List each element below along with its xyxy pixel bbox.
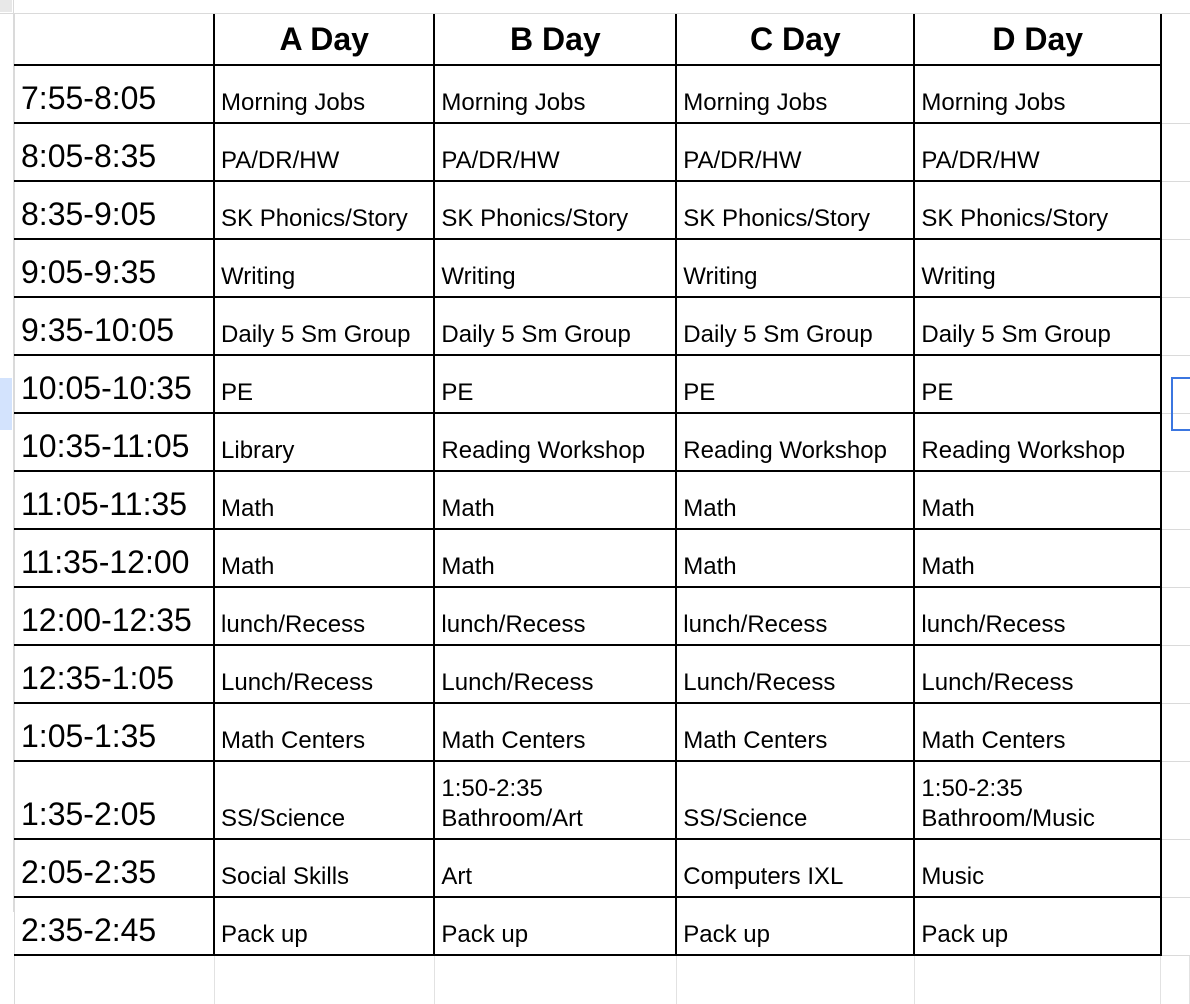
activity-cell[interactable]: Pack up	[676, 897, 914, 955]
table-row	[15, 839, 1190, 897]
empty-row	[15, 955, 1190, 1004]
table-row	[15, 181, 1190, 239]
activity-cell[interactable]: Social Skills	[214, 839, 434, 897]
activity-cell[interactable]: Reading Workshop	[434, 413, 676, 471]
table-row	[15, 239, 1190, 297]
activity-cell[interactable]: PA/DR/HW	[676, 123, 914, 181]
empty-cell[interactable]	[1161, 123, 1190, 181]
empty-cell[interactable]	[1161, 471, 1190, 529]
activity-cell[interactable]: Math	[434, 529, 676, 587]
activity-cell[interactable]: Lunch/Recess	[214, 645, 434, 703]
activity-cell[interactable]: Library	[214, 413, 434, 471]
activity-cell[interactable]: SK Phonics/Story	[914, 181, 1161, 239]
table-row	[15, 65, 1190, 123]
table-row	[15, 355, 1190, 413]
time-cell[interactable]: 12:35-1:05	[15, 645, 215, 703]
activity-cell[interactable]: Math Centers	[214, 703, 434, 761]
activity-cell[interactable]: Math	[914, 529, 1161, 587]
time-cell[interactable]: 10:35-11:05	[15, 413, 215, 471]
activity-cell[interactable]: Morning Jobs	[914, 65, 1161, 123]
activity-cell[interactable]: PE	[676, 355, 914, 413]
activity-cell[interactable]: Daily 5 Sm Group	[214, 297, 434, 355]
activity-cell[interactable]: Reading Workshop	[676, 413, 914, 471]
activity-cell[interactable]: 1:50-2:35 Bathroom/Music	[914, 761, 1161, 839]
time-cell[interactable]: 8:05-8:35	[15, 123, 215, 181]
empty-cell[interactable]	[1161, 839, 1190, 897]
corner-header-cell[interactable]	[15, 14, 215, 65]
empty-cell[interactable]	[1161, 14, 1190, 65]
empty-cell[interactable]	[676, 955, 914, 1004]
time-cell[interactable]: 2:05-2:35	[15, 839, 215, 897]
empty-cell[interactable]	[1161, 897, 1190, 955]
table-row	[15, 897, 1190, 955]
activity-cell[interactable]: Morning Jobs	[214, 65, 434, 123]
time-cell[interactable]: 12:00-12:35	[15, 587, 215, 645]
select-all-corner[interactable]	[0, 0, 12, 12]
table-row	[15, 529, 1190, 587]
activity-cell[interactable]: SS/Science	[676, 761, 914, 839]
activity-cell[interactable]: lunch/Recess	[914, 587, 1161, 645]
activity-cell[interactable]: SK Phonics/Story	[214, 181, 434, 239]
empty-cell[interactable]	[1161, 587, 1190, 645]
day-header-cell[interactable]: B Day	[434, 14, 676, 65]
activity-cell[interactable]: PE	[914, 355, 1161, 413]
schedule-table	[14, 14, 1190, 1004]
empty-cell[interactable]	[1161, 955, 1190, 1004]
activity-cell[interactable]: Math	[676, 471, 914, 529]
activity-cell[interactable]: SS/Science	[214, 761, 434, 839]
activity-cell[interactable]: Writing	[914, 239, 1161, 297]
activity-cell[interactable]: Math Centers	[914, 703, 1161, 761]
empty-cell[interactable]	[1161, 181, 1190, 239]
activity-cell[interactable]: PE	[214, 355, 434, 413]
activity-cell[interactable]: Pack up	[914, 897, 1161, 955]
activity-cell[interactable]: Math	[214, 529, 434, 587]
time-cell[interactable]: 1:05-1:35	[15, 703, 215, 761]
table-row	[15, 645, 1190, 703]
activity-cell[interactable]: Lunch/Recess	[676, 645, 914, 703]
empty-cell[interactable]	[1161, 239, 1190, 297]
activity-cell[interactable]: Reading Workshop	[914, 413, 1161, 471]
empty-cell[interactable]	[214, 955, 434, 1004]
activity-cell[interactable]: lunch/Recess	[434, 587, 676, 645]
selected-row-header[interactable]	[0, 378, 12, 430]
table-row	[15, 123, 1190, 181]
empty-cell[interactable]	[15, 955, 215, 1004]
activity-cell[interactable]: Lunch/Recess	[914, 645, 1161, 703]
activity-cell[interactable]: SK Phonics/Story	[434, 181, 676, 239]
activity-cell[interactable]: Daily 5 Sm Group	[676, 297, 914, 355]
activity-cell[interactable]: Math	[676, 529, 914, 587]
time-cell[interactable]: 11:35-12:00	[15, 529, 215, 587]
activity-cell[interactable]: Math	[214, 471, 434, 529]
empty-cell[interactable]	[1161, 297, 1190, 355]
time-cell[interactable]: 7:55-8:05	[15, 65, 215, 123]
activity-cell[interactable]: lunch/Recess	[676, 587, 914, 645]
time-cell[interactable]: 8:35-9:05	[15, 181, 215, 239]
activity-cell[interactable]: Art	[434, 839, 676, 897]
empty-cell[interactable]	[1161, 645, 1190, 703]
time-cell[interactable]: 9:35-10:05	[15, 297, 215, 355]
activity-cell[interactable]: Math Centers	[434, 703, 676, 761]
activity-cell[interactable]: Writing	[214, 239, 434, 297]
activity-cell[interactable]: lunch/Recess	[214, 587, 434, 645]
activity-cell[interactable]: Pack up	[434, 897, 676, 955]
activity-cell[interactable]: Daily 5 Sm Group	[914, 297, 1161, 355]
activity-cell[interactable]: PE	[434, 355, 676, 413]
time-cell[interactable]: 1:35-2:05	[15, 761, 215, 839]
activity-cell[interactable]: SK Phonics/Story	[676, 181, 914, 239]
empty-cell[interactable]	[1161, 703, 1190, 761]
activity-cell[interactable]: 1:50-2:35 Bathroom/Art	[434, 761, 676, 839]
table-row	[15, 471, 1190, 529]
time-cell[interactable]: 2:35-2:45	[15, 897, 215, 955]
activity-cell[interactable]: PA/DR/HW	[214, 123, 434, 181]
activity-cell[interactable]: PA/DR/HW	[914, 123, 1161, 181]
activity-cell[interactable]: Writing	[676, 239, 914, 297]
day-header-cell[interactable]: D Day	[914, 14, 1161, 65]
empty-cell[interactable]	[1161, 761, 1190, 839]
activity-cell[interactable]: Morning Jobs	[434, 65, 676, 123]
activity-cell[interactable]: Pack up	[214, 897, 434, 955]
activity-cell[interactable]: Math	[434, 471, 676, 529]
time-cell[interactable]: 9:05-9:35	[15, 239, 215, 297]
activity-cell[interactable]: Morning Jobs	[676, 65, 914, 123]
selected-cell[interactable]	[1171, 377, 1190, 431]
table-row	[15, 703, 1190, 761]
activity-cell[interactable]: Music	[914, 839, 1161, 897]
activity-cell[interactable]: Math Centers	[676, 703, 914, 761]
table-row	[15, 297, 1190, 355]
day-header-cell[interactable]: C Day	[676, 14, 914, 65]
activity-cell[interactable]: PA/DR/HW	[434, 123, 676, 181]
header-row	[15, 14, 1190, 65]
day-header-cell[interactable]: A Day	[214, 14, 434, 65]
table-row	[15, 413, 1190, 471]
table-row	[15, 761, 1190, 839]
time-cell[interactable]: 10:05-10:35	[15, 355, 215, 413]
activity-cell[interactable]: Lunch/Recess	[434, 645, 676, 703]
time-cell[interactable]: 11:05-11:35	[15, 471, 215, 529]
activity-cell[interactable]: Computers IXL	[676, 839, 914, 897]
empty-cell[interactable]	[914, 955, 1161, 1004]
empty-cell[interactable]	[1161, 529, 1190, 587]
empty-cell[interactable]	[434, 955, 676, 1004]
table-row	[15, 587, 1190, 645]
activity-cell[interactable]: Math	[914, 471, 1161, 529]
activity-cell[interactable]: Daily 5 Sm Group	[434, 297, 676, 355]
empty-cell[interactable]	[1161, 65, 1190, 123]
activity-cell[interactable]: Writing	[434, 239, 676, 297]
